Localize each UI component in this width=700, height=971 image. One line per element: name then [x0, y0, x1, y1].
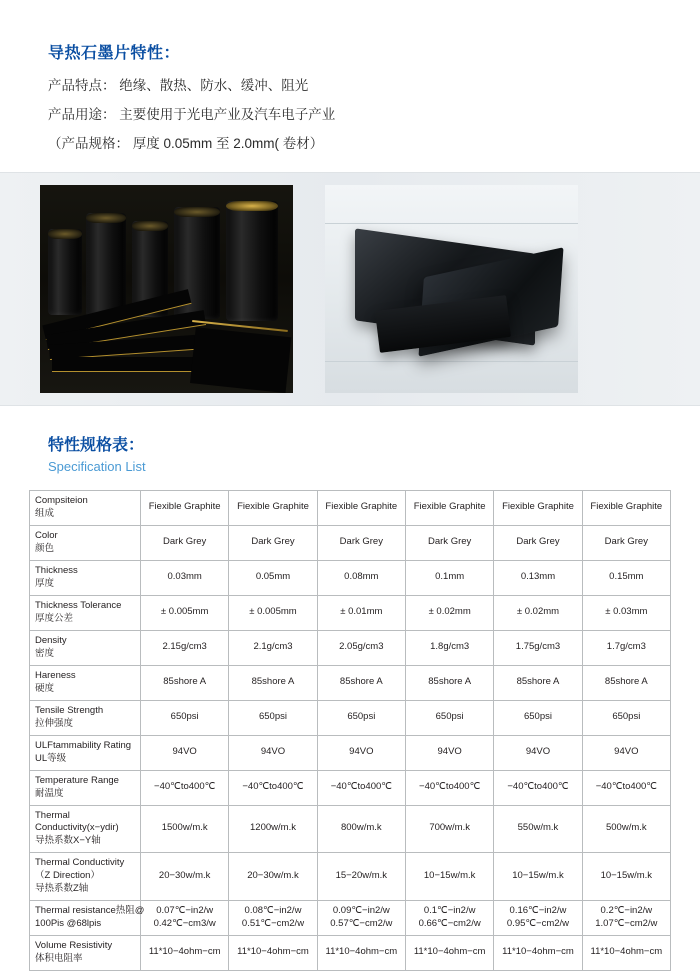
cell-value: Dark Grey [317, 525, 405, 560]
background-seam-line [325, 361, 578, 362]
cell-value: 1.8g/cm3 [405, 630, 493, 665]
row-label [30, 805, 141, 852]
cell-value: ± 0.02mm [405, 595, 493, 630]
cell-value: Fiexible Graphite [229, 490, 317, 525]
graphite-roll [226, 201, 278, 321]
table-row [30, 525, 671, 560]
photo-folded-graphite-sheet [325, 185, 578, 393]
cell-value: 500w/m.k [582, 805, 670, 852]
row-label-en-line2: 100Pis @68lpis [35, 917, 102, 929]
cell-value: 2.1g/cm3 [229, 630, 317, 665]
cell-value: 0.1mm [405, 560, 493, 595]
row-label [30, 900, 145, 935]
cell-value: ± 0.005mm [229, 595, 317, 630]
table-row [30, 805, 671, 852]
cell-value: 550w/m.k [494, 805, 582, 852]
table-row [30, 560, 671, 595]
cell-value: −40℃to400℃ [317, 770, 405, 805]
cell-value: 10−15w/m.k [405, 853, 493, 900]
row-label-en-line1: Thermal Conductivity [35, 857, 125, 869]
graphite-sheet [190, 327, 291, 393]
row-label-en-line1: Thermal [35, 809, 70, 821]
roll-top-edge [174, 207, 220, 217]
row-label-cn: 厚度公差 [35, 612, 74, 624]
table-row [30, 490, 671, 525]
cell-value: 800w/m.k [317, 805, 405, 852]
features-section [0, 0, 700, 154]
cell-value: 0.09℃−in2/w 0.57℃−cm2/w [317, 900, 405, 935]
row-label-en: Tensile Strength [35, 704, 104, 716]
cell-value: 85shore A [582, 665, 670, 700]
spec-subtitle: Specification List [48, 458, 146, 474]
cell-value: 10−15w/m.k [494, 853, 582, 900]
table-row [30, 935, 671, 970]
cell-value: −40℃to400℃ [141, 770, 229, 805]
feature-label-0: 产品特点： [48, 78, 116, 93]
cell-value: 94VO [405, 735, 493, 770]
background-seam-line [325, 223, 578, 224]
cell-value: 85shore A [494, 665, 582, 700]
cell-value: 94VO [494, 735, 582, 770]
cell-value: 94VO [229, 735, 317, 770]
cell-value: 1.75g/cm3 [494, 630, 582, 665]
cell-value: ± 0.03mm [582, 595, 670, 630]
features-title: 导热石墨片特性： [48, 45, 181, 62]
row-label-en: Compsiteion [35, 494, 88, 506]
cell-value: ± 0.02mm [494, 595, 582, 630]
cell-value: −40℃to400℃ [582, 770, 670, 805]
feature-row-2 [48, 135, 700, 154]
row-label [30, 630, 141, 665]
cell-value: Dark Grey [405, 525, 493, 560]
cell-value: 650psi [317, 700, 405, 735]
row-label [30, 700, 141, 735]
cell-value: 20−30w/m.k [229, 853, 317, 900]
row-label-en-line2: （Z Direction） [35, 869, 100, 881]
row-label [30, 770, 141, 805]
cell-value: 15−20w/m.k [317, 853, 405, 900]
row-label-en: Hareness [35, 669, 76, 681]
table-row [30, 665, 671, 700]
cell-value: 10−15w/m.k [582, 853, 670, 900]
row-label-en: ULFtammability Rating [35, 739, 132, 751]
cell-value: −40℃to400℃ [494, 770, 582, 805]
row-label [30, 560, 141, 595]
feature-row-0 [48, 77, 700, 96]
cell-value: 650psi [229, 700, 317, 735]
cell-value: 11*10−4ohm−cm [229, 935, 317, 970]
cell-value: 85shore A [317, 665, 405, 700]
row-label-en: Thickness [35, 564, 78, 576]
cell-value: ± 0.01mm [317, 595, 405, 630]
row-label-en: Volume Resistivity [35, 939, 113, 951]
cell-value: 20−30w/m.k [141, 853, 229, 900]
cell-value: 2.15g/cm3 [141, 630, 229, 665]
row-label-en: Density [35, 634, 67, 646]
cell-value: Fiexible Graphite [582, 490, 670, 525]
roll-top-edge [132, 221, 168, 231]
cell-value: 94VO [141, 735, 229, 770]
specification-table [29, 490, 671, 971]
feature-row-1 [48, 106, 700, 125]
cell-value: 1500w/m.k [141, 805, 229, 852]
cell-value: 0.1℃−in2/w 0.66℃−cm2/w [405, 900, 493, 935]
cell-value: 0.07℃−in2/w 0.42℃−cm3/w [141, 900, 229, 935]
roll-top-edge [48, 229, 82, 239]
cell-value: 0.15mm [582, 560, 670, 595]
table-row [30, 853, 671, 900]
cell-value: Dark Grey [582, 525, 670, 560]
row-label-cn: UL等级 [35, 752, 67, 764]
cell-value: −40℃to400℃ [405, 770, 493, 805]
cell-value: 11*10−4ohm−cm [405, 935, 493, 970]
cell-value: 0.08℃−in2/w 0.51℃−cm2/w [229, 900, 317, 935]
cell-value: 85shore A [405, 665, 493, 700]
cell-value: 11*10−4ohm−cm [582, 935, 670, 970]
feature-label-1: 产品用途： [48, 106, 116, 122]
row-label [30, 665, 141, 700]
cell-value: 85shore A [229, 665, 317, 700]
graphite-roll [48, 229, 82, 315]
cell-value: 0.13mm [494, 560, 582, 595]
roll-top-edge [86, 213, 126, 223]
roll-top-edge [226, 201, 278, 211]
product-photo-band [0, 172, 700, 406]
cell-value: Fiexible Graphite [141, 490, 229, 525]
cell-value: 94VO [317, 735, 405, 770]
row-label-en: Temperature Range [35, 774, 119, 786]
row-label-cn: 硬度 [35, 682, 55, 694]
cell-value: 650psi [141, 700, 229, 735]
cell-value: 0.08mm [317, 560, 405, 595]
cell-value: ± 0.005mm [141, 595, 229, 630]
table-row [30, 770, 671, 805]
row-label-en: Thickness Tolerance [35, 599, 122, 611]
row-label-cn: 颜色 [35, 542, 55, 554]
cell-value: 0.16℃−in2/w 0.95℃−cm2/w [494, 900, 582, 935]
cell-value: 1200w/m.k [229, 805, 317, 852]
cell-value: 0.05mm [229, 560, 317, 595]
graphite-roll [86, 213, 126, 317]
cell-value: Dark Grey [229, 525, 317, 560]
cell-value: 11*10−4ohm−cm [317, 935, 405, 970]
cell-value: Dark Grey [141, 525, 229, 560]
cell-value: 85shore A [141, 665, 229, 700]
cell-value: Fiexible Graphite [494, 490, 582, 525]
cell-value: 700w/m.k [405, 805, 493, 852]
row-label [30, 490, 141, 525]
row-label-en: Color [35, 529, 58, 541]
cell-value: Fiexible Graphite [317, 490, 405, 525]
feature-value-0: 绝缘、散热、防水、缓冲、阻光 [119, 78, 309, 93]
table-row [30, 595, 671, 630]
row-label [30, 525, 141, 560]
cell-value: 650psi [405, 700, 493, 735]
table-row [30, 900, 671, 935]
table-row [30, 700, 671, 735]
row-label-cn: 耐温度 [35, 787, 64, 799]
cell-value: 0.2℃−in2/w 1.07℃−cm2/w [582, 900, 670, 935]
row-label-cn: 厚度 [35, 577, 55, 589]
row-label [30, 595, 141, 630]
cell-value: 11*10−4ohm−cm [141, 935, 229, 970]
row-label [30, 735, 141, 770]
table-row [30, 735, 671, 770]
cell-value: 11*10−4ohm−cm [494, 935, 582, 970]
row-label-cn: 密度 [35, 647, 55, 659]
spec-header [0, 406, 700, 474]
spec-title: 特性规格表： [48, 436, 145, 454]
row-label-cn: 导热系数X−Y轴 [35, 835, 101, 847]
table-row [30, 630, 671, 665]
row-label-en-line2: Conductivity(x−ydir) [35, 822, 119, 834]
row-label-cn: 体积电阻率 [35, 952, 83, 964]
cell-value: −40℃to400℃ [229, 770, 317, 805]
row-label-cn: 拉伸强度 [35, 717, 74, 729]
feature-label-2: （产品规格： [48, 135, 129, 151]
cell-value: Fiexible Graphite [405, 490, 493, 525]
feature-value-1: 主要使用于光电产业及汽车电子产业 [119, 106, 336, 122]
cell-value: 0.03mm [141, 560, 229, 595]
cell-value: 94VO [582, 735, 670, 770]
cell-value: 650psi [494, 700, 582, 735]
row-label [30, 935, 141, 970]
cell-value: 2.05g/cm3 [317, 630, 405, 665]
row-label-en-line1: Thermal resistance热阻@ [35, 904, 145, 916]
cell-value: 650psi [582, 700, 670, 735]
row-label [30, 853, 141, 900]
cell-value: 1.7g/cm3 [582, 630, 670, 665]
feature-value-2: 厚度 0.05mm 至 2.0mm( 卷材） [132, 135, 324, 151]
photo-graphite-rolls [40, 185, 293, 393]
cell-value: Dark Grey [494, 525, 582, 560]
row-label-cn: 导热系数Z轴 [35, 882, 89, 894]
row-label-cn: 组成 [35, 507, 55, 519]
